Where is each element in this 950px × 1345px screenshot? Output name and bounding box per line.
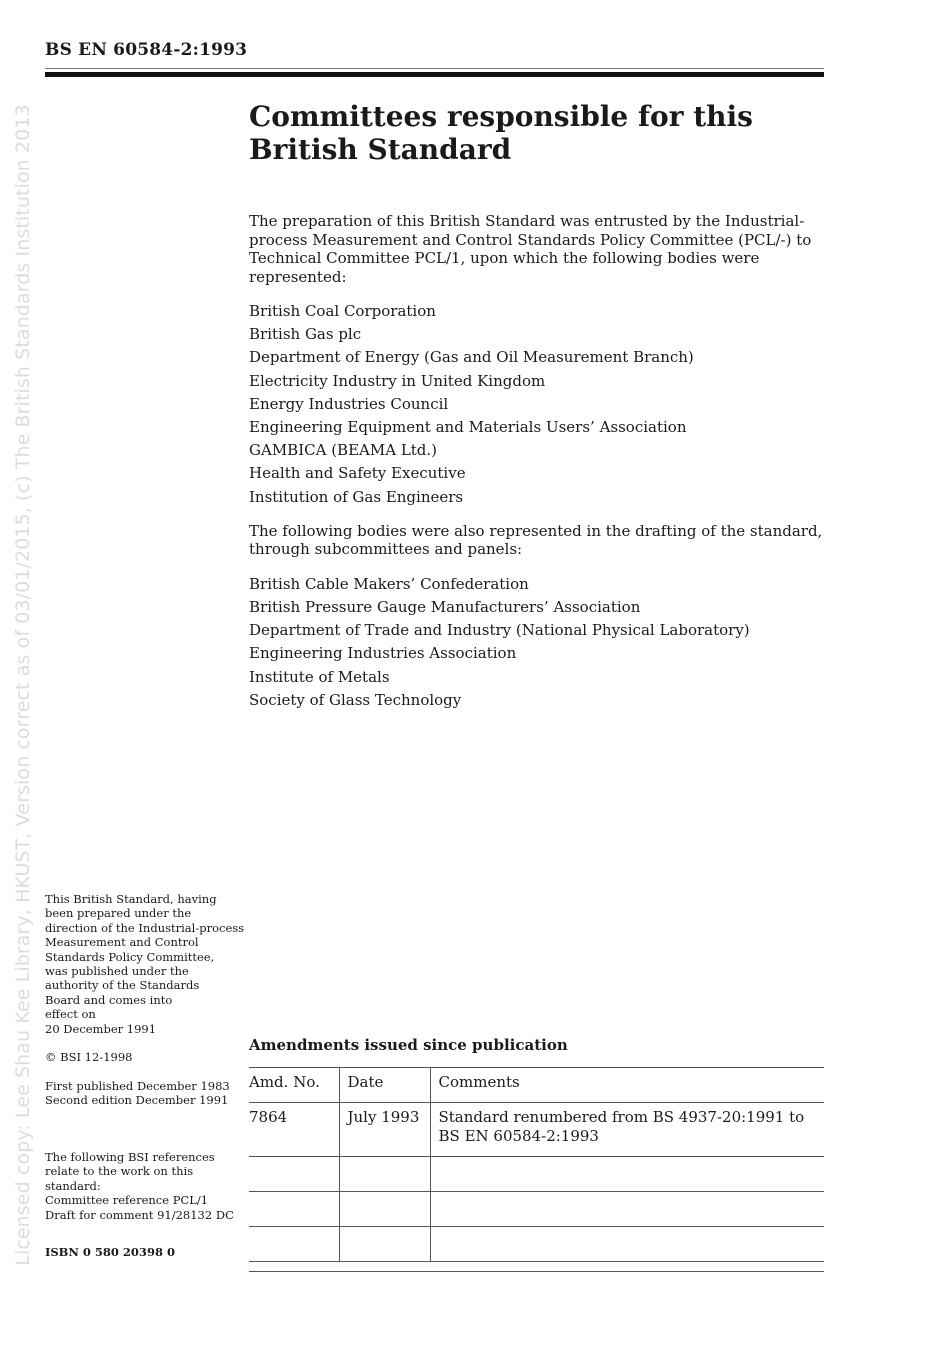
comments-cell <box>430 1103 824 1157</box>
list-item: Society of Glass Technology <box>249 690 462 709</box>
footer-rule <box>249 1271 824 1272</box>
reference-line: Draft for comment 91/28132 DC <box>45 1207 234 1222</box>
note-line: Standards Policy Committee, <box>45 949 215 964</box>
note-line: effect on <box>45 1007 96 1022</box>
note-line: authority of the Standards <box>45 978 200 993</box>
list-item: Department of Energy (Gas and Oil Measurement Branch) <box>249 348 694 367</box>
reference-line: standard: <box>45 1178 101 1193</box>
isbn: ISBN 0 580 20398 0 <box>45 1245 175 1259</box>
reference-line: Committee reference PCL/1 <box>45 1193 209 1208</box>
amendments-table <box>249 1067 824 1262</box>
drafting-bodies-list <box>249 573 824 712</box>
note-line: been prepared under the <box>45 906 192 921</box>
list-item: British Cable Makers’ Confederation <box>249 574 529 593</box>
table-row <box>249 1192 824 1227</box>
reference-line: The following BSI references <box>45 1150 215 1164</box>
list-item: British Gas plc <box>249 325 362 344</box>
list-item: Electricity Industry in United Kingdom <box>249 371 546 390</box>
column-header: Amd. No. <box>249 1068 339 1103</box>
bsi-references <box>45 1150 250 1222</box>
intro-paragraph: The preparation of this British Standard was entrusted by the Industrial-process Measurement and Control Standards Policy Committee (PCL/-) to Technical Committee PCL/1, upon which the following bodies were represented: <box>249 212 812 286</box>
note-line: 20 December 1991 <box>45 1021 157 1036</box>
list-item: Institute of Metals <box>249 667 390 686</box>
list-item: Engineering Industries Association <box>249 644 517 663</box>
reference-line: relate to the work on this <box>45 1164 194 1179</box>
note-line: This British Standard, having <box>45 892 217 906</box>
copyright-notice: © BSI 12-1998 <box>45 1050 133 1064</box>
table-header-row <box>249 1068 824 1103</box>
first-published: First published December 1983 <box>45 1079 230 1093</box>
title-line-2: British Standard <box>249 133 512 166</box>
table-row <box>249 1157 824 1192</box>
note-line: direction of the Industrial-process <box>45 920 245 935</box>
represented-bodies-list <box>249 300 824 509</box>
date-cell: July 1993 <box>339 1103 430 1157</box>
amendments-title: Amendments issued since publication <box>249 1036 568 1054</box>
table-row <box>249 1227 824 1262</box>
header-rule-thick <box>45 72 824 77</box>
publication-note <box>45 892 250 1036</box>
list-item: Engineering Equipment and Materials Users’ Association <box>249 418 687 437</box>
column-header: Date <box>339 1068 430 1103</box>
column-header: Comments <box>430 1068 824 1103</box>
list-item: Health and Safety Executive <box>249 464 466 483</box>
comment-line: BS EN 60584-2:1993 <box>438 1126 599 1145</box>
note-line: Measurement and Control <box>45 935 199 950</box>
amd-no-cell: 7864 <box>249 1103 339 1157</box>
list-item: GAMBICA (BEAMA Ltd.) <box>249 441 438 460</box>
license-watermark: Licensed copy: Lee Shau Kee Library, HKUST, Version correct as of 03/01/2015, (c) The British Standards Institution 2013 <box>12 104 34 1266</box>
comment-line: Standard renumbered from BS 4937-20:1991 to <box>438 1108 805 1126</box>
list-item: British Pressure Gauge Manufacturers’ Association <box>249 598 641 617</box>
document-id: BS EN 60584-2:1993 <box>45 40 248 60</box>
also-represented-paragraph: The following bodies were also represented in the drafting of the standard, through subcommittees and panels: <box>249 521 823 559</box>
list-item: Institution of Gas Engineers <box>249 487 464 506</box>
title-line-1: Committees responsible for this <box>249 100 753 133</box>
edition-history <box>45 1079 250 1108</box>
list-item: British Coal Corporation <box>249 302 436 320</box>
list-item: Department of Trade and Industry (National Physical Laboratory) <box>249 621 750 640</box>
main-content <box>249 100 824 712</box>
header-rule-thin <box>45 68 824 69</box>
page-title <box>249 100 824 166</box>
table-row <box>249 1103 824 1157</box>
note-line: was published under the <box>45 964 189 979</box>
second-edition: Second edition December 1991 <box>45 1093 229 1108</box>
list-item: Energy Industries Council <box>249 394 449 413</box>
note-line: Board and comes into <box>45 992 173 1007</box>
